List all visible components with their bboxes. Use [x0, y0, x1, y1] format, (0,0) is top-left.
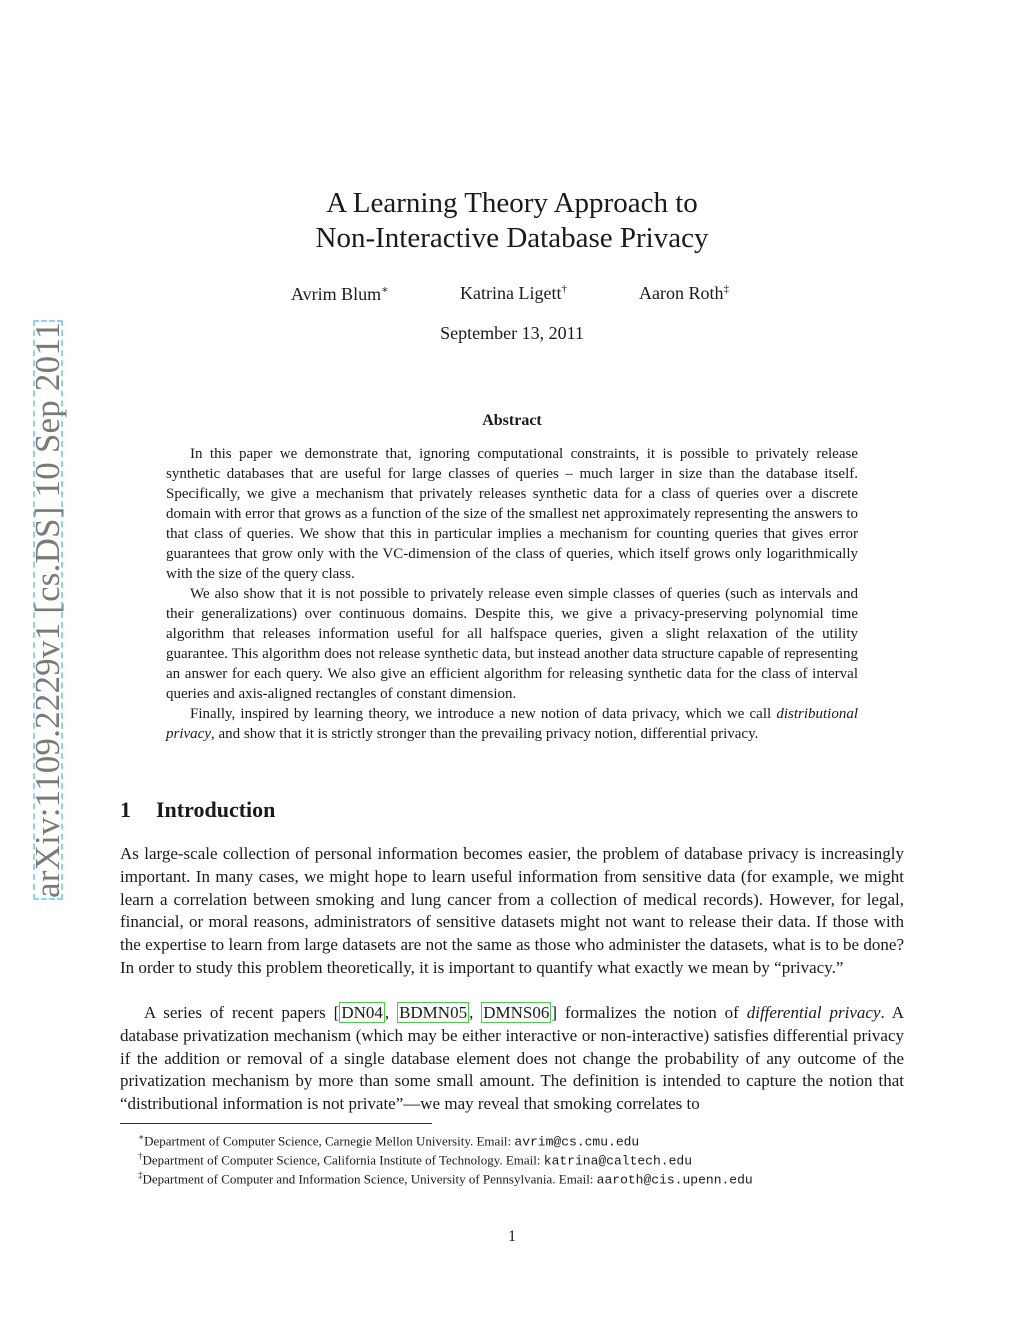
citation-link[interactable]: BDMN05 — [399, 1003, 468, 1022]
emphasis-term: distributional privacy — [166, 706, 858, 742]
citation-link[interactable]: DN04 — [341, 1003, 383, 1022]
footnote-text: Department of Computer and Information Science, University of Pennsylvania. Email: — [142, 1171, 597, 1187]
paper-title — [0, 186, 1024, 256]
author-mark: ‡ — [723, 283, 729, 295]
footnote-mark: ∗ — [138, 1132, 145, 1142]
email-address: katrina@caltech.edu — [543, 1153, 692, 1169]
author-1 — [291, 283, 389, 305]
author-3 — [639, 283, 729, 304]
abstract-paragraph-2: We also show that it is not possible to privately release even simple classes of queries (such as intervals and their generalizations) over continuous domains. Despite this, we give a privacy-preserving polynomial time algorithm that releases information useful for all halfspace queries, given a slight relaxation of the utility guarantee. This algorithm does not release synthetic data, but instead another data structure capable of representing an answer for each query. We also give an efficient algorithm for releasing synthetic data for the class of interval queries and axis-aligned rectangles of constant dimension. — [166, 586, 858, 702]
text-span: A series of recent papers [ — [144, 1003, 340, 1022]
section-title: Introduction — [156, 797, 276, 822]
footnote-text: Department of Computer Science, Carnegie Mellon University. Email: — [144, 1133, 515, 1149]
text-span: . A database privatization mechanism (which may be either interactive or non-interactive) satisfies differential privacy if the addition or removal of a single database element does not change the probability of any outcome of the privatization mechanism by more than some small amount. The definition is intended to capture the notion that “distributional information is not private”—we may reveal that smoking correlates to — [120, 1003, 905, 1114]
arxiv-stamp: arXiv:1109.2229v1 [cs.DS] 10 Sep 2011 — [28, 321, 67, 898]
title-line-1: A Learning Theory Approach to — [326, 187, 698, 219]
abstract-heading: Abstract — [482, 412, 542, 429]
intro-paragraph-2: A series of recent papers [ DN04 , BDMN05 , DMNS06 ] formalizes the notion of differential privacy. A database privatization mechanism (which may be either interactive or non-interactive) satisfies differential privacy if the addition or removal of a single database element does not change the probability of any outcome of the privatization mechanism by more than some small amount. The definition is intended to capture the notion that “distributional information is not private”—we may reveal that smoking correlates to — [120, 1003, 905, 1114]
author-name: Aaron Roth — [639, 283, 724, 303]
abstract-paragraph-1: In this paper we demonstrate that, ignoring computational constraints, it is possible to privately release synthetic databases that are useful for large classes of queries – much larger in size than the database itself. Specifically, we give a mechanism that privately releases synthetic data for a class of queries over a discrete domain with error that grows as a function of the size of the smallest net approximately representing the answers to that class of queries. We show that this in particular implies a mechanism for counting queries that gives error guarantees that grow only with the VC-dimension of the class of queries, which itself grows only logarithmically with the size of the query class. — [166, 446, 858, 582]
email-address: aaroth@cis.upenn.edu — [596, 1172, 753, 1188]
author-mark: ∗ — [381, 284, 389, 296]
footnote-mark: ‡ — [138, 1170, 143, 1180]
email-address: avrim@cs.cmu.edu — [514, 1134, 640, 1150]
footnote-mark: † — [138, 1151, 143, 1161]
abstract-paragraph-3 — [166, 704, 858, 744]
section-number: 1 — [120, 797, 131, 822]
emphasis-term: differential privacy — [746, 1003, 881, 1022]
footnote-text: Department of Computer Science, California Institute of Technology. Email: — [142, 1152, 544, 1168]
author-2 — [460, 283, 567, 304]
author-name: Katrina Ligett — [460, 283, 562, 303]
section-heading — [120, 797, 275, 823]
title-line-2: Non-Interactive Database Privacy — [315, 222, 709, 254]
text-span: ] formalizes the notion of — [551, 1003, 747, 1022]
author-mark: † — [561, 283, 567, 295]
paper-date: September 13, 2011 — [440, 323, 584, 343]
text-span: , and show that it is strictly stronger than the prevailing privacy notion, differential privacy. — [210, 726, 759, 742]
intro-paragraph-1: As large-scale collection of personal information becomes easier, the problem of database privacy is increasingly important. In many cases, we might hope to learn useful information from sensitive data (for example, we might learn a correlation between smoking and lung cancer from a collection of medical records). However, for legal, financial, or moral reasons, administrators of sensitive datasets might not want to release their data. If those with the expertise to learn from large datasets are not the same as those who administer the datasets, what is to be done? In order to study this problem theoretically, it is important to quantify what exactly we mean by “privacy.” — [120, 844, 904, 977]
footnote-rule — [120, 1123, 432, 1124]
text-span: Finally, inspired by learning theory, we introduce a new notion of data privacy, which we call — [190, 706, 777, 722]
footnote-3 — [138, 1166, 753, 1189]
citation-link[interactable]: DMNS06 — [483, 1003, 550, 1022]
page-number: 1 — [508, 1228, 516, 1245]
author-name: Avrim Blum — [291, 284, 382, 304]
